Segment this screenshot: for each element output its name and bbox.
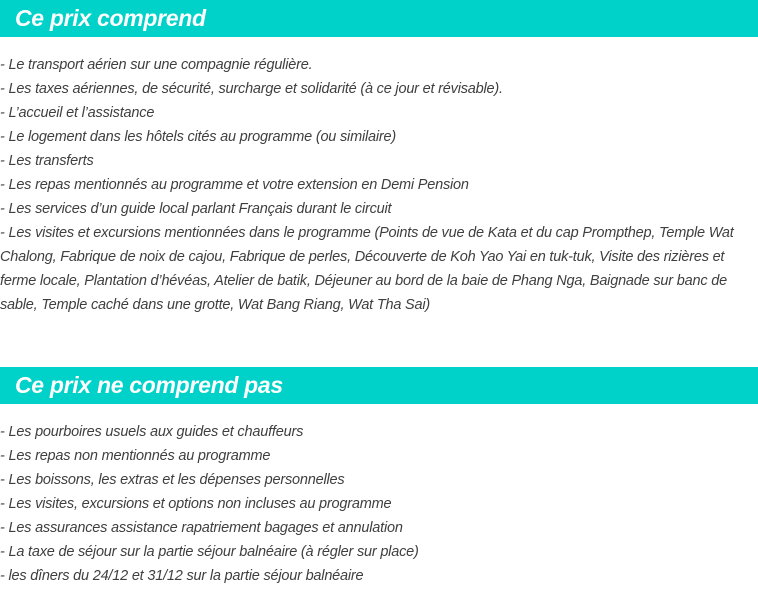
excluded-section-title: Ce prix ne comprend pas	[15, 372, 283, 398]
excluded-item: - Les assurances assistance rapatriement bagages et annulation	[0, 520, 403, 536]
excluded-section-header	[0, 367, 758, 404]
excluded-item: - les dîners du 24/12 et 31/12 sur la partie séjour balnéaire	[0, 568, 364, 584]
excluded-item: - Les pourboires usuels aux guides et chauffeurs	[0, 424, 304, 440]
included-item: - Les services d’un guide local parlant Français durant le circuit	[0, 201, 392, 217]
included-item: - Le logement dans les hôtels cités au programme (ou similaire)	[0, 129, 396, 145]
included-item: - Les transferts	[0, 153, 94, 169]
included-section-title: Ce prix comprend	[15, 5, 206, 31]
included-item: - Les taxes aériennes, de sécurité, surcharge et solidarité (à ce jour et révisable).	[0, 81, 503, 97]
included-section-header	[0, 0, 758, 37]
excluded-list	[0, 420, 758, 588]
included-item: - L’accueil et l’assistance	[0, 105, 155, 121]
excluded-item: - Les visites, excursions et options non incluses au programme	[0, 496, 392, 512]
excluded-section	[0, 367, 758, 588]
included-item: - Les visites et excursions mentionnées dans le programme (Points de vue de Kata et du cap Prompthep, Temple Wat Chalong, Fabrique de noix de cajou, Fabrique de perles, Découverte de Koh Yao Yai en tuk-tuk, Visite des rizières et ferme locale, Plantation d’hévéas, Atelier de batik, Déjeuner au bord de la baie de Phang Nga, Baignade sur banc de sable, Temple caché dans une grotte, Wat Bang Riang, Wat Tha Sai)	[0, 225, 734, 313]
included-item: - Le transport aérien sur une compagnie régulière.	[0, 57, 313, 73]
excluded-item: - La taxe de séjour sur la partie séjour balnéaire (à régler sur place)	[0, 544, 419, 560]
included-list	[0, 53, 758, 317]
included-item: - Les repas mentionnés au programme et votre extension en Demi Pension	[0, 177, 469, 193]
excluded-item: - Les repas non mentionnés au programme	[0, 448, 271, 464]
excluded-item: - Les boissons, les extras et les dépenses personnelles	[0, 472, 345, 488]
